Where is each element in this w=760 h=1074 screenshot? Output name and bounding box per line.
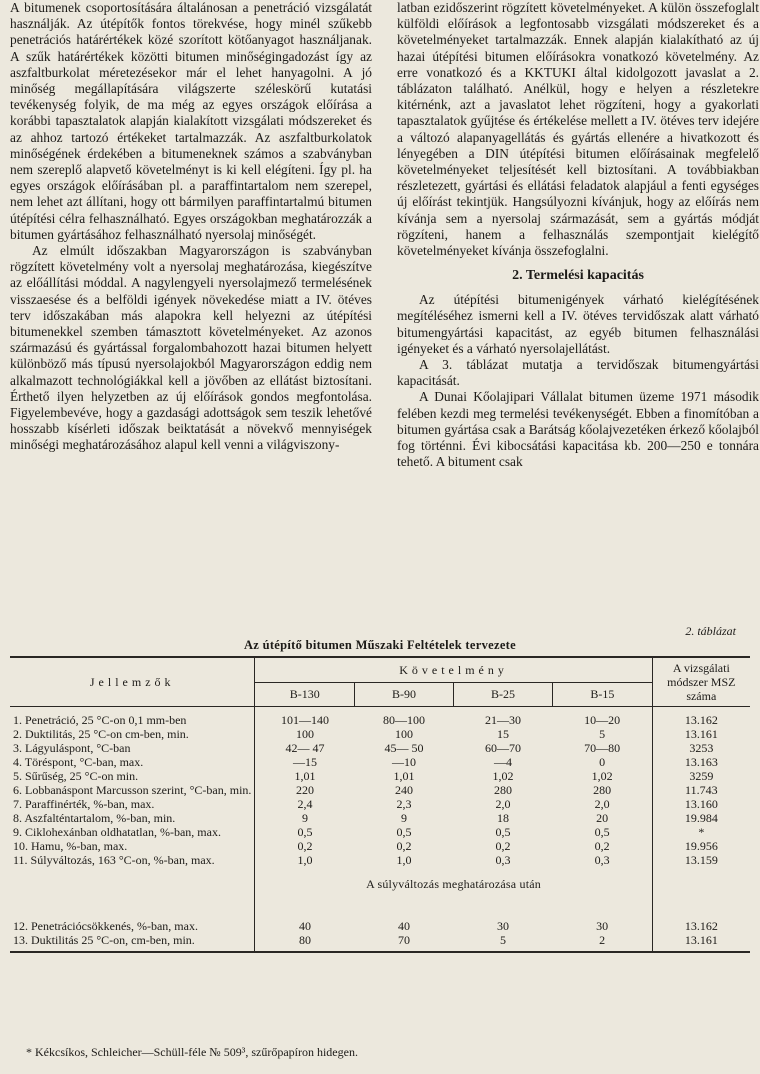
table-row bbox=[10, 919, 750, 933]
method-number: 3259 bbox=[652, 769, 750, 783]
table-row bbox=[10, 825, 750, 839]
requirement-value: 0,3 bbox=[594, 853, 610, 867]
requirement-value: 240 bbox=[395, 783, 413, 797]
property-label: 13. Duktilitás 25 °C-on, cm-ben, min. bbox=[10, 933, 255, 952]
property-label: 12. Penetrációcsökkenés, %-ban, max. bbox=[13, 919, 198, 933]
section-label: A súlyváltozás meghatározása után bbox=[255, 867, 652, 919]
requirement-value: 0,2 bbox=[594, 839, 610, 853]
paragraph: A 3. táblázat mutatja a tervidőszak bitumengyártási kapacitását. bbox=[397, 357, 759, 389]
table-row bbox=[10, 853, 750, 867]
requirement-value: 9 bbox=[255, 811, 355, 825]
requirement-value: 1,0 bbox=[255, 853, 355, 867]
method-number: 13.161 bbox=[652, 727, 750, 741]
requirement-value: 40 bbox=[255, 919, 355, 933]
requirement-value: 1,0 bbox=[396, 853, 412, 867]
requirement-value: 2,3 bbox=[396, 797, 412, 811]
requirement-value: 280 bbox=[593, 783, 612, 797]
specification-table-block bbox=[10, 624, 750, 953]
property-label: 5. Sűrűség, 25 °C-on min. bbox=[13, 769, 139, 783]
requirement-value: 1,02 bbox=[492, 769, 514, 783]
requirement-value: 15 bbox=[497, 727, 510, 741]
requirement-value: 100 bbox=[255, 727, 355, 741]
grade-header: B-90 bbox=[354, 682, 453, 706]
header-property: Jellemzők bbox=[10, 657, 255, 707]
requirement-value: 0,2 bbox=[396, 839, 412, 853]
requirement-value: 42— 47 bbox=[255, 741, 355, 755]
property-label: 9. Ciklohexánban oldhatatlan, %-ban, max. bbox=[13, 825, 221, 839]
property-label: 10. Hamu, %-ban, max. bbox=[13, 839, 128, 853]
requirement-value: —4 bbox=[494, 755, 513, 769]
requirement-value: 1,01 bbox=[393, 769, 415, 783]
specification-table bbox=[10, 656, 750, 953]
requirement-value: 100 bbox=[395, 727, 413, 741]
requirement-value: 21—30 bbox=[485, 713, 522, 727]
method-number: 13.160 bbox=[652, 797, 750, 811]
requirement-value: —15 bbox=[255, 755, 355, 769]
requirement-value: 20 bbox=[596, 811, 609, 825]
table-row bbox=[10, 933, 750, 952]
requirement-value: 70 bbox=[354, 933, 453, 952]
requirement-value: 30 bbox=[596, 919, 609, 933]
left-text-column bbox=[10, 0, 372, 454]
requirement-value: 5 bbox=[599, 727, 606, 741]
method-number: 13.162 bbox=[652, 707, 750, 728]
table-row bbox=[10, 755, 750, 769]
requirement-value: 0,5 bbox=[255, 825, 355, 839]
table-row bbox=[10, 797, 750, 811]
table-row bbox=[10, 811, 750, 825]
footnote: * Kékcsíkos, Schleicher—Schüll-féle № 509³, szűrőpapíron hidegen. bbox=[26, 1045, 358, 1059]
requirement-value: 2,4 bbox=[255, 797, 355, 811]
requirement-value: 0,5 bbox=[396, 825, 412, 839]
method-number: 13.161 bbox=[652, 933, 750, 952]
paragraph: Az elmúlt időszakban Magyarországon is szabványban rögzített követelmény volt a nyersolaj meghatározása, kiegészítve az előállítási móddal. A nagylengyeli nyersolajmező termelésének visszaesése és a belföldi igények növekedése miatt a IV. ötéves terv időszakában más alapokra kell helyezni az útépítési bitumenekkel szemben támasztott követelményeket. Az azonos származású és gyártással forgalombahozott hazai bitumen helyett különböző más típusú nyersolajokból Magyarországon eddig nem alkalmazott technológiákkal kell a jövőben az ellátást biztosítani. Érthető ilyen helyzetben az új előírások gondos megfontolása. Figyelembevéve, hogy a gazdasági adottságok sem teszik lehetővé hosszabb kísérleti időszak beiktatását a növekvő mennyiségek minőségi meghatározásához alapul kell venni a világviszony- bbox=[10, 243, 372, 453]
property-label: 3. Lágyuláspont, °C-ban bbox=[13, 741, 131, 755]
requirement-value: 0,5 bbox=[594, 825, 610, 839]
property-label: 6. Lobbanáspont Marcusson szerint, °C-ban, min. bbox=[13, 783, 252, 797]
property-label: 7. Paraffinérték, %-ban, max. bbox=[13, 797, 155, 811]
requirement-value: 0,3 bbox=[495, 853, 511, 867]
requirement-value: 0,2 bbox=[495, 839, 511, 853]
requirement-value: 101—140 bbox=[255, 707, 355, 728]
requirement-value: 70—80 bbox=[584, 741, 621, 755]
section-row bbox=[10, 867, 750, 919]
method-number: * bbox=[652, 825, 750, 839]
requirement-value: 80 bbox=[255, 933, 355, 952]
table-row bbox=[10, 741, 750, 755]
requirement-value: 5 bbox=[454, 933, 553, 952]
method-number: 19.956 bbox=[652, 839, 750, 853]
method-number: 13.159 bbox=[652, 853, 750, 867]
header-method: A vizsgálati módszer MSZ száma bbox=[652, 657, 750, 707]
table-body bbox=[10, 707, 750, 953]
table-row bbox=[10, 783, 750, 797]
method-number: 19.984 bbox=[652, 811, 750, 825]
property-label: 8. Aszfalténtartalom, %-ban, min. bbox=[13, 811, 176, 825]
requirement-value: 2,0 bbox=[594, 797, 610, 811]
method-number: 3253 bbox=[652, 741, 750, 755]
section-heading: 2. Termelési kapacitás bbox=[512, 268, 644, 284]
table-number-label: 2. táblázat bbox=[685, 624, 736, 638]
method-number: 13.163 bbox=[652, 755, 750, 769]
requirement-value: 30 bbox=[497, 919, 510, 933]
table-row bbox=[10, 727, 750, 741]
requirement-value: 0 bbox=[599, 755, 606, 769]
requirement-value: 220 bbox=[255, 783, 355, 797]
paragraph: latban ezidőszerint rögzített követelményeket. A külön összefoglalt külföldi előírások a legfontosabb vizsgálati módszereket és a követelményeket tartalmazzák. Ennek alapján kialakítható az új hazai útépítési bitumen előírásokra vonatkozó követelmény. Az erre vonatkozó és a KKTUKI által kidolgozott javaslat a 2. táblázaton található. Anélkül, hogy e helyen a részletekre kitérnénk, azt a javaslatot lehet rögzíteni, hogy a gyakorlati tapasztalatok gyűjtése és értékelése mellett a IV. ötéves terv idejére a változó alapanyagellátás és gyártás ellenére a hivatkozott és lényegében a DIN útépítési bitumen előírásainak megfelelő követelményeket teljesítését kell biztosítani. A továbbiakban részletezett, gyártási és ellátási feladatok alapjául a fenti egységes új előírást tekintjük. Hangsúlyozni kívánjuk, hogy az előírás nem kívánja sem a nyersolaj származását, sem a gyártás módját rögzíteni, hanem a felhasználás szempontjait kielégítő követelményeket kívánja összefoglalni. bbox=[397, 0, 759, 259]
paragraph: Az útépítési bitumenigények várható kielégítésének megítéléséhez ismerni kell a IV. ötéves tervidőszak alatt várható bitumengyártási kapacitást, az egyéb bitumen felhasználási igényeket és a várható nyersolajellátást. bbox=[397, 292, 759, 356]
property-label: 1. Penetráció, 25 °C-on 0,1 mm-ben bbox=[13, 713, 187, 727]
requirement-value: 0,2 bbox=[255, 839, 355, 853]
requirement-value: 1,02 bbox=[591, 769, 613, 783]
requirement-value: 280 bbox=[494, 783, 513, 797]
paragraph: A bitumenek csoportosítására általánosan a penetráció vizsgálatát használják. Az útépítők fontos törekvése, hogy minél szűkebb penetrációs határértékek közé szorított kötőanyagot használjanak. A szűk határértékek közötti bitumen minőségingadozást így az aszfaltburkolat méretezésekor már el lehet hanyagolni. A jó minőség megállapítására világszerte széleskörű kutatási tevékenység folyik, de ma még az egyes országok előírása a korábbi tapasztalatok alapján kialakított vizsgálati módszereket és az ahhoz tartozó értékeket tartalmazzák. Az aszfaltburkolatok minőségének érdekében a bitumeneknek számos a szabványban nem szereplő alapvető követelményt is ki kell elégíteni. Így pl. ha egyes országok előírásában pl. a paraffintartalom nem szerepel, nem lehet azt állítani, hogy ott bármilyen paraffintartalmú bitumen útépítési célra felhasználható. Egyes országokban meghatározzák a bitumen gyártásához felhasználható nyersolaj minőségét. bbox=[10, 0, 372, 242]
requirement-value: 10—20 bbox=[584, 713, 621, 727]
property-label: 4. Töréspont, °C-ban, max. bbox=[13, 755, 144, 769]
header-requirements: Követelmény bbox=[255, 657, 652, 682]
grade-header: B-15 bbox=[553, 682, 653, 706]
requirement-value: 80—100 bbox=[383, 713, 425, 727]
method-number: 13.162 bbox=[652, 919, 750, 933]
requirement-value: 40 bbox=[398, 919, 410, 933]
requirement-value: —10 bbox=[392, 755, 416, 769]
right-text-column bbox=[397, 0, 759, 470]
grade-header: B-130 bbox=[255, 682, 355, 706]
table-title: Az útépítő bitumen Műszaki Feltételek tervezete bbox=[243, 638, 516, 652]
requirement-value: 1,01 bbox=[255, 769, 355, 783]
requirement-value: 60—70 bbox=[485, 741, 522, 755]
requirement-value: 2,0 bbox=[495, 797, 511, 811]
table-row bbox=[10, 769, 750, 783]
table-row bbox=[10, 707, 750, 728]
requirement-value: 2 bbox=[553, 933, 653, 952]
property-label: 2. Duktilitás, 25 °C-on cm-ben, min. bbox=[13, 727, 189, 741]
paragraph: A Dunai Kőolajipari Vállalat bitumen üzeme 1971 második felében kezdi meg termelési tevékenységét. Ebben a finomítóban a bitumen gyártása csak a Barátság kőolajvezetéken érkező kőolajból fog történni. Évi kibocsátási kapacitása kb. 200—250 e tonnára tehető. A bitument csak bbox=[397, 389, 759, 470]
property-label: 11. Súlyváltozás, 163 °C-on, %-ban, max. bbox=[13, 853, 215, 867]
requirement-value: 9 bbox=[401, 811, 407, 825]
method-number: 11.743 bbox=[652, 783, 750, 797]
requirement-value: 0,5 bbox=[495, 825, 511, 839]
requirement-value: 18 bbox=[497, 811, 510, 825]
requirement-value: 45— 50 bbox=[384, 741, 424, 755]
grade-header: B-25 bbox=[454, 682, 553, 706]
table-row bbox=[10, 839, 750, 853]
